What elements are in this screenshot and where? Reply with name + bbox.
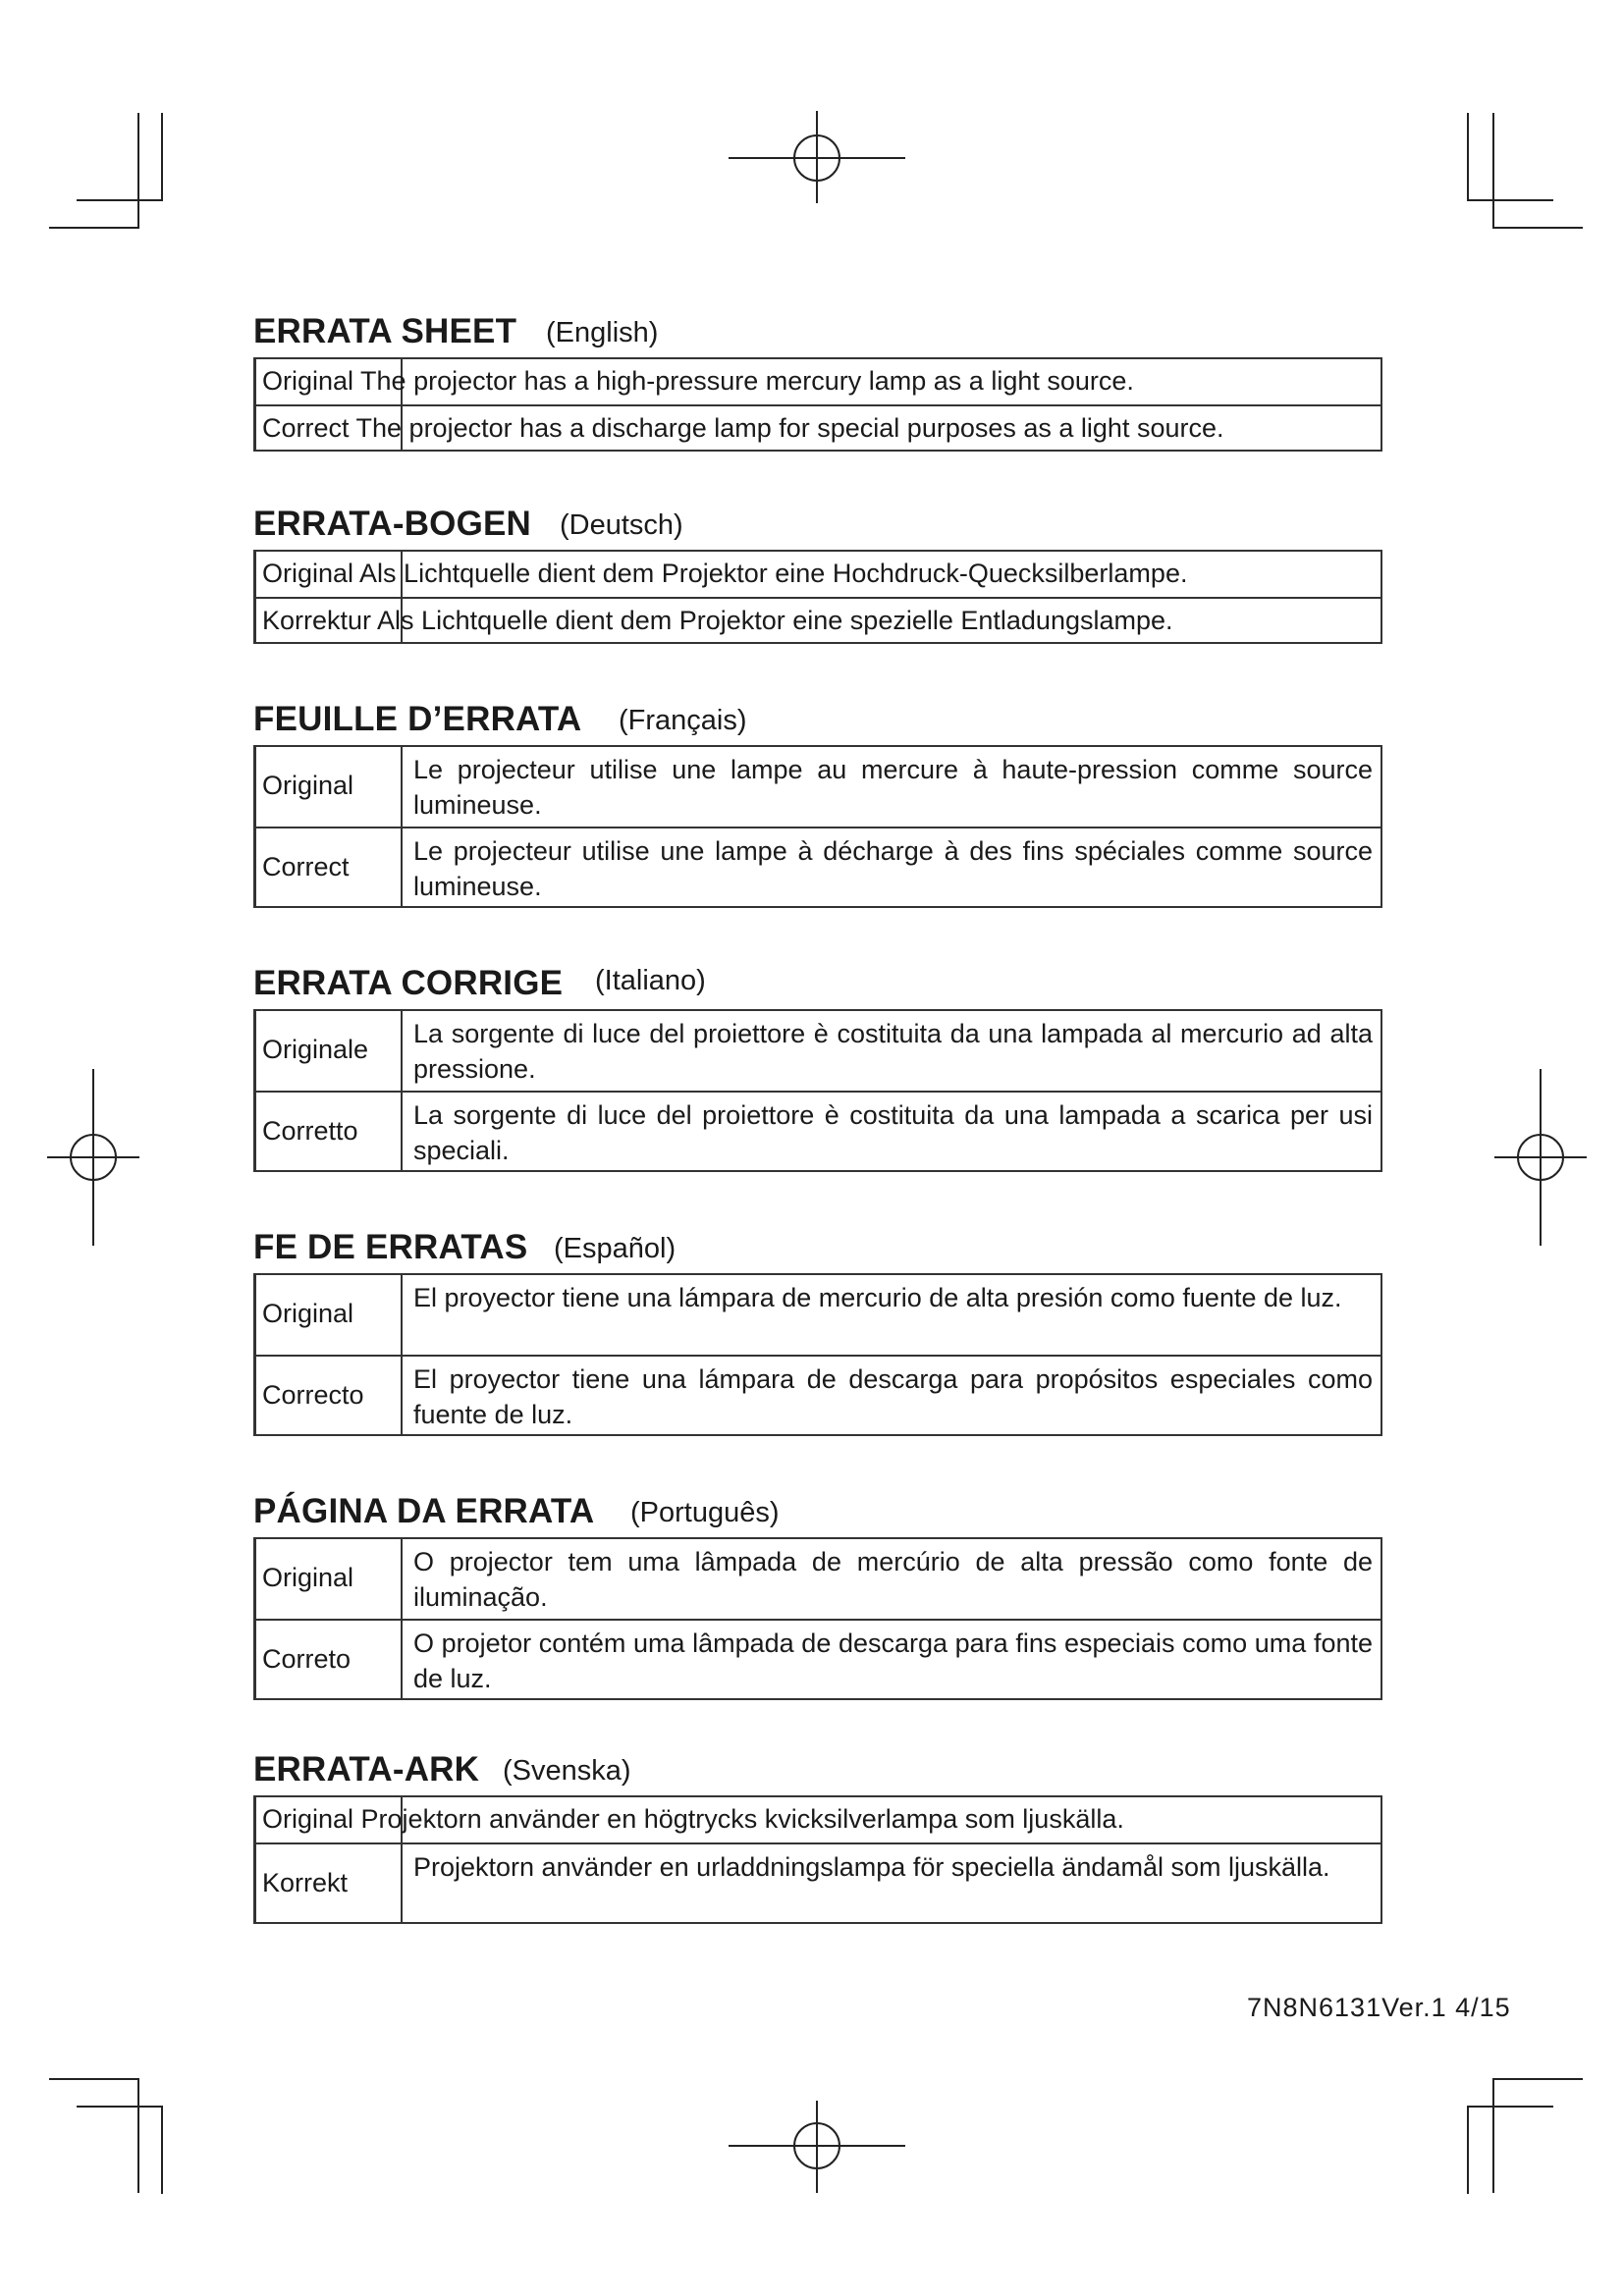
errata-table — [253, 1009, 1382, 1172]
row-text: La sorgente di luce del proiettore è costituita da una lampada al mercurio ad alta pressione. — [413, 1019, 1373, 1084]
column-divider — [401, 1539, 403, 1619]
row-text: O projector tem uma lâmpada de mercúrio de alta pressão como fonte de iluminação. — [413, 1547, 1373, 1612]
section-heading — [253, 503, 1382, 550]
column-divider — [401, 1621, 403, 1698]
section-language: (English) — [546, 317, 659, 348]
table-row-correct — [256, 1091, 1380, 1170]
section-heading — [253, 310, 1382, 357]
column-divider — [401, 828, 403, 906]
row-text: Correct The projector has a discharge lamp for special purposes as a light source. — [262, 413, 1224, 443]
table-row-original — [256, 747, 1380, 827]
errata-table — [253, 1795, 1382, 1924]
column-divider — [401, 1844, 403, 1922]
table-row-correct — [256, 404, 1380, 450]
document-code: 7N8N6131Ver.1 4/15 — [1247, 1993, 1511, 2022]
column-divider — [401, 747, 403, 827]
table-row-correct — [256, 1842, 1380, 1922]
section-heading — [253, 1490, 1382, 1537]
section-title: FEUILLE D’ERRATA — [253, 700, 582, 738]
registration-mark-bottom — [727, 2101, 907, 2193]
row-text: Original Projektorn använder en högtrycks kvicksilverlampa som ljuskälla. — [262, 1804, 1124, 1834]
section-language: (Deutsch) — [560, 509, 683, 541]
section-english — [253, 310, 1382, 452]
row-label: Corretto — [262, 1116, 358, 1146]
section-heading — [253, 962, 1382, 1009]
row-label: Original — [262, 771, 354, 800]
row-text: Le projecteur utilise une lampe au mercure à haute-pression comme source lumineuse. — [413, 755, 1373, 820]
section-title: ERRATA-BOGEN — [253, 505, 532, 543]
registration-mark-right — [1494, 1067, 1587, 1248]
errata-table — [253, 745, 1382, 908]
column-divider — [401, 1093, 403, 1170]
column-divider — [401, 1011, 403, 1091]
errata-table — [253, 1273, 1382, 1436]
section-title: ERRATA-ARK — [253, 1750, 480, 1789]
table-row-original — [256, 552, 1380, 597]
errata-table — [253, 550, 1382, 644]
section-heading — [253, 1226, 1382, 1273]
section-title: PÁGINA DA ERRATA — [253, 1492, 595, 1530]
section-language: (Svenska) — [503, 1755, 631, 1787]
table-row-original — [256, 1275, 1380, 1355]
section-language: (Español) — [554, 1233, 677, 1264]
table-row-correction — [256, 597, 1380, 642]
row-label: Original — [262, 1563, 354, 1592]
section-german — [253, 503, 1382, 644]
section-language: (Português) — [630, 1497, 780, 1528]
row-label: Correto — [262, 1644, 352, 1674]
section-heading — [253, 698, 1382, 745]
row-text: O projetor contém uma lâmpada de descarga para fins especiais como uma fonte de luz. — [413, 1629, 1373, 1693]
column-divider — [401, 1275, 403, 1355]
row-label: Correcto — [262, 1380, 364, 1410]
section-language: (Italiano) — [595, 965, 706, 996]
section-italian — [253, 962, 1382, 1172]
row-text: El proyector tiene una lámpara de descarga para propósitos especiales como fuente de luz. — [413, 1364, 1373, 1429]
row-label: Correct — [262, 852, 350, 881]
row-label: Originale — [262, 1035, 369, 1064]
section-title: ERRATA CORRIGE — [253, 964, 564, 1002]
table-row-correct — [256, 827, 1380, 906]
table-row-original — [256, 359, 1380, 404]
errata-table — [253, 357, 1382, 452]
section-title: ERRATA SHEET — [253, 312, 517, 350]
row-label: Korrekt — [262, 1868, 349, 1897]
section-language: (Français) — [619, 705, 747, 736]
section-french — [253, 698, 1382, 908]
column-divider — [401, 1357, 403, 1434]
row-text: Projektorn använder en urladdningslampa för speciella ändamål som ljuskälla. — [413, 1852, 1330, 1882]
table-row-correct — [256, 1355, 1380, 1434]
table-row-original — [256, 1011, 1380, 1091]
section-swedish — [253, 1748, 1382, 1924]
row-text: Korrektur Als Lichtquelle dient dem Projektor eine spezielle Entladungslampe. — [262, 606, 1173, 635]
row-text: El proyector tiene una lámpara de mercurio de alta presión como fuente de luz. — [413, 1283, 1342, 1312]
row-label: Original — [262, 1299, 354, 1328]
row-text: Le projecteur utilise une lampe à décharge à des fins spéciales comme source lumineuse. — [413, 836, 1373, 901]
section-spanish — [253, 1226, 1382, 1436]
section-title: FE DE ERRATAS — [253, 1228, 528, 1266]
table-row-correct — [256, 1619, 1380, 1698]
section-heading — [253, 1748, 1382, 1795]
row-text: Original Als Lichtquelle dient dem Projektor eine Hochdruck-Quecksilberlampe. — [262, 559, 1188, 588]
row-text: Original The projector has a high-pressure mercury lamp as a light source. — [262, 366, 1134, 396]
registration-mark-top — [727, 111, 907, 203]
table-row-original — [256, 1539, 1380, 1619]
errata-table — [253, 1537, 1382, 1700]
section-portuguese — [253, 1490, 1382, 1700]
row-text: La sorgente di luce del proiettore è costituita da una lampada a scarica per usi speciali. — [413, 1100, 1373, 1165]
registration-mark-left — [47, 1067, 139, 1248]
table-row-original — [256, 1797, 1380, 1842]
